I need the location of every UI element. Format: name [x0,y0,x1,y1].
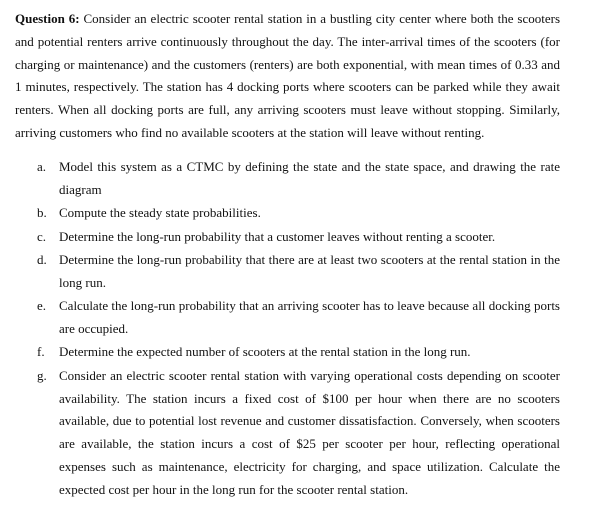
subquestion-a [15,156,560,202]
subquestion-list [15,156,560,502]
subquestion-e [15,295,560,341]
subquestion-letter: d. [37,251,47,267]
subquestion-text: Compute the steady state probabilities. [59,205,261,221]
subquestion-letter: e. [37,298,47,314]
subquestion-letter: f. [37,344,45,360]
question-label: Question 6: [15,11,80,26]
subquestion-text: Determine the long-run probability that there are at least two scooters at the rental station in the long run. [59,251,560,290]
subquestion-g [15,365,560,502]
question-document [15,8,561,497]
subquestion-text: Calculate the long-run probability that an arriving scooter has to leave because all docking ports are occupied. [59,298,560,336]
subquestion-letter: c. [37,228,47,244]
subquestion-text: Determine the long-run probability that a customer leaves without renting a scooter. [59,228,496,244]
question-text: Consider an electric scooter rental station in a bustling city center where both the scooters and potential renters arrive continuously throughout the day. The inter-arrival times of the scooters (for charging or maintenance) and the customers (renters) are both exponential, with mean times of 0.33 and 1 minutes, respectively. The station has 4 docking ports where scooters can be parked while they await renters. When all docking ports are full, any arriving scooters must leave without stopping. Similarly, arriving customers who find no available scooters at the station will leave without renting. [15,11,561,140]
subquestion-f [15,341,560,364]
subquestion-b [15,202,560,225]
question-intro [15,8,560,145]
subquestion-text: Determine the expected number of scooters at the rental station in the long run. [59,344,471,360]
subquestion-letter: g. [37,367,47,383]
subquestion-letter: a. [37,159,47,174]
subquestion-letter: b. [37,205,47,221]
subquestion-c [15,226,560,249]
subquestion-text: Consider an electric scooter rental station with varying operational costs depending on scooter availability. The station incurs a fixed cost of $100 per hour when there are no scooters available, due to potential lost revenue and customer dissatisfaction. Conversely, when scooters are available, the station incurs a cost of $25 per scooter per hour, reflecting operational expenses such as maintenance, electricity for charging, and space utilization. Calculate the expected cost per hour in the long run for the scooter rental station. [59,367,560,497]
subquestion-text: Model this system as a CTMC by defining the state and the state space, and drawing the rate diagram [59,159,560,197]
subquestion-d [15,249,560,295]
